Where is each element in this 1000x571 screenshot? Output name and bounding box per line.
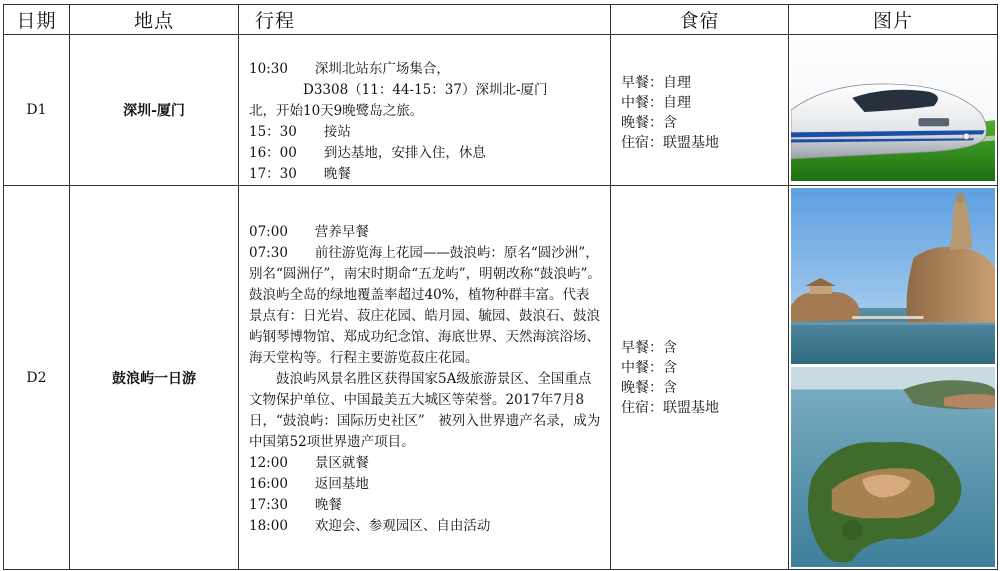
schedule-line: 07:00 营养早餐 bbox=[249, 223, 369, 240]
meal-dinner: 晚餐：含 bbox=[621, 115, 677, 131]
meal-breakfast: 早餐：自理 bbox=[621, 75, 691, 91]
meals-cell bbox=[611, 186, 789, 570]
schedule-line: 18:00 欢迎会、参观园区、自由活动 bbox=[249, 517, 491, 534]
schedule-line: 17:30 晚餐 bbox=[249, 496, 342, 513]
schedule-paragraph: 07:30 前往游览海上花园——鼓浪屿：原名“圆沙洲”，别名“圆洲仔”，南宋时期命“五龙屿”，明朝改称“鼓浪屿”。鼓浪屿全岛的绿地覆盖率超过40%，植物种群丰富。代表景点有：日光岩、菽庄花园、皓月园、毓园、鼓浪石、鼓浪屿钢琴博物馆、郑成功纪念馆、海底世界、天然海滨浴场、海天堂构等。行程主要游览菽庄花园。 bbox=[249, 244, 601, 366]
header-place: 地点 bbox=[70, 5, 239, 35]
picture-cell bbox=[789, 35, 998, 186]
schedule-line: 16：00 到达基地，安排入住，休息 bbox=[249, 145, 486, 161]
table-row-d1 bbox=[4, 35, 998, 186]
meal-dinner: 晚餐：含 bbox=[621, 379, 677, 396]
schedule-line: 15：30 接站 bbox=[249, 124, 351, 140]
schedule-line: 16:00 返回基地 bbox=[249, 475, 369, 492]
schedule-line: 10:30 深圳北站东广场集合， bbox=[249, 61, 450, 77]
table-row-d2 bbox=[4, 186, 998, 570]
itinerary-table bbox=[3, 4, 998, 570]
statue-on-rock-photo bbox=[791, 188, 995, 364]
table-header-row bbox=[4, 5, 998, 35]
place-cell: 鼓浪屿一日游 bbox=[70, 186, 239, 570]
island-aerial-photo bbox=[791, 367, 995, 567]
header-pictures: 图片 bbox=[789, 5, 998, 35]
day-cell: D2 bbox=[4, 186, 70, 570]
schedule-cell bbox=[239, 186, 611, 570]
schedule-line: 北，开始10天9晚鹭岛之旅。 bbox=[249, 103, 424, 119]
schedule-cell bbox=[239, 35, 611, 186]
schedule-line: 12:00 景区就餐 bbox=[249, 454, 369, 471]
meal-lunch: 中餐：含 bbox=[621, 359, 677, 376]
day-cell: D1 bbox=[4, 35, 70, 186]
meal-breakfast: 早餐：含 bbox=[621, 339, 677, 356]
header-day: 日期 bbox=[4, 5, 70, 35]
high-speed-train-photo bbox=[791, 39, 995, 181]
place-cell: 深圳-厦门 bbox=[70, 35, 239, 186]
meal-lodging: 住宿：联盟基地 bbox=[621, 135, 719, 151]
picture-cell bbox=[789, 186, 998, 570]
header-meals: 食宿 bbox=[611, 5, 789, 35]
meal-lodging: 住宿：联盟基地 bbox=[621, 399, 719, 416]
meals-cell bbox=[611, 35, 789, 186]
header-schedule: 行程 bbox=[239, 5, 611, 35]
schedule-line: D3308（11：44-15：37）深圳北-厦门 bbox=[303, 82, 548, 98]
schedule-line: 17：30 晚餐 bbox=[249, 166, 351, 182]
meal-lunch: 中餐：自理 bbox=[621, 95, 691, 111]
schedule-paragraph: 鼓浪屿风景名胜区获得国家5A级旅游景区、全国重点文物保护单位、中国最美五大城区等荣誉。2017年7月8日，“鼓浪屿：国际历史社区” 被列入世界遗产名录，成为中国第52项世界遗产项目。 bbox=[249, 370, 601, 450]
